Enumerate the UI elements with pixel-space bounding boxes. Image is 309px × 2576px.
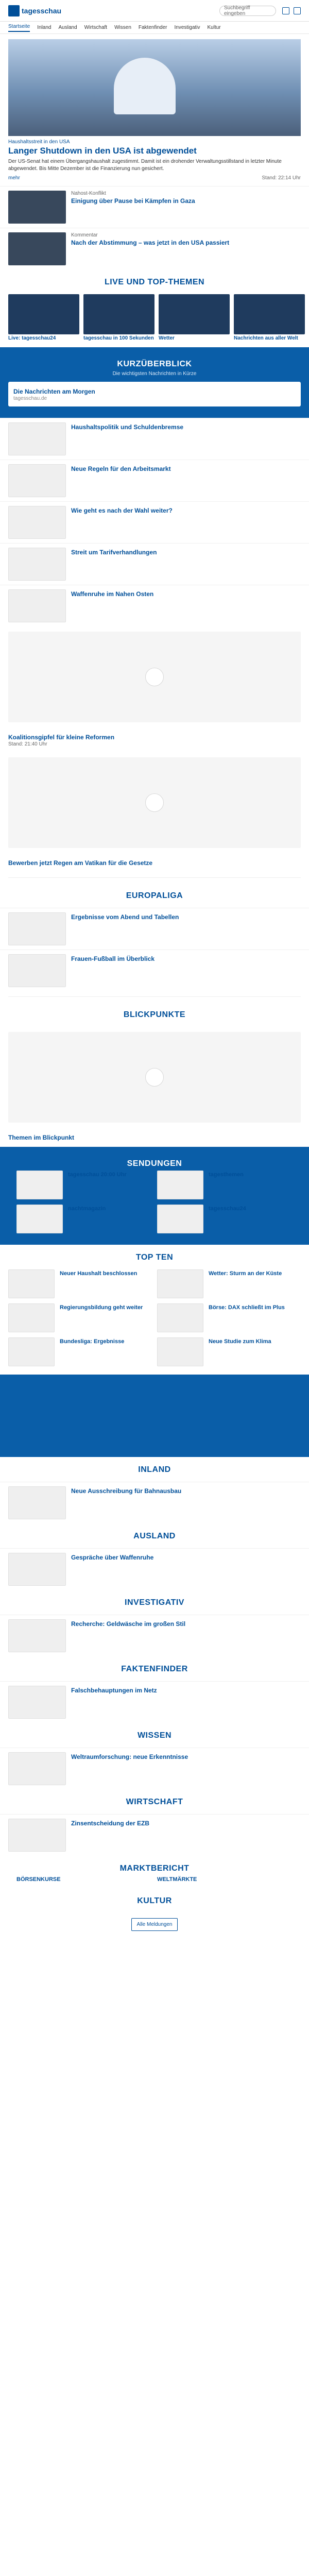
list-item[interactable] [0, 1748, 309, 1789]
kult-meta: Stand: 21:40 Uhr [8, 741, 47, 747]
list-item[interactable] [0, 228, 309, 269]
video-title: Nachrichten aus aller Welt [234, 335, 298, 341]
tab-faktenfinder[interactable]: Faktenfinder [138, 25, 167, 30]
kurzueberblick-band [0, 347, 309, 418]
list-kicker: Kommentar [71, 232, 98, 238]
kult-teaser [0, 727, 309, 752]
thumbnail [8, 1686, 66, 1719]
list-title[interactable]: Recherche: Geldwäsche im großen Stil [71, 1620, 186, 1628]
play-icon[interactable] [145, 1068, 164, 1087]
divider [8, 877, 301, 878]
list-text [71, 1486, 301, 1495]
play-icon[interactable] [145, 668, 164, 686]
section-title: KULTUR [137, 1896, 172, 1906]
thumbnail [8, 1553, 66, 1586]
list-title[interactable]: Zinsentscheidung der EZB [71, 1819, 150, 1827]
video-card[interactable] [234, 294, 305, 342]
bloecke-placeholder[interactable] [8, 1032, 301, 1123]
thumbnail [8, 589, 66, 622]
tab-inland[interactable]: Inland [37, 25, 52, 30]
list-text [71, 232, 301, 247]
markets-left-title[interactable]: BÖRSENKURSE [16, 1876, 61, 1883]
video-carousel [0, 294, 309, 347]
list-text [71, 1819, 301, 1827]
all-news-button[interactable]: Alle Meldungen [131, 1918, 178, 1931]
logo-mark-icon [8, 5, 20, 16]
hero-image[interactable] [8, 39, 301, 136]
thumbnail [8, 912, 66, 945]
list-item[interactable] [0, 186, 309, 228]
topten-item[interactable] [8, 1337, 152, 1366]
thumbnail [157, 1205, 203, 1233]
markets-section [0, 1856, 309, 1889]
topten-title[interactable]: Neuer Haushalt beschlossen [60, 1270, 138, 1277]
section-title: WIRTSCHAFT [126, 1797, 183, 1806]
thumbnail [157, 1303, 203, 1332]
list-item[interactable] [0, 950, 309, 991]
hero-timestamp: Stand: 22:14 Uhr [262, 175, 301, 181]
list-text [71, 912, 301, 921]
video-title: Wetter [159, 335, 175, 341]
section-title: INLAND [138, 1465, 171, 1474]
menu-icon[interactable] [294, 7, 301, 14]
section-investigativ [0, 1590, 309, 1615]
thumbnail [157, 1337, 203, 1366]
thumbnail [8, 1269, 55, 1298]
list-text [71, 1619, 301, 1628]
kult-title[interactable]: Koalitionsgipfel für kleine Reformen [8, 733, 115, 741]
sendung-item[interactable] [16, 1205, 152, 1233]
section-title: FAKTENFINDER [121, 1664, 188, 1673]
thumbnail [157, 1269, 203, 1298]
thumbnail [8, 191, 66, 224]
tab-wirtschaft[interactable]: Wirtschaft [84, 25, 108, 30]
list-text [71, 191, 301, 205]
bloecke-section [0, 1002, 309, 1027]
list-item[interactable] [0, 1615, 309, 1656]
promo-band [0, 1375, 309, 1457]
section-title: KURZÜBERBLICK [117, 359, 192, 368]
bloecke-item [0, 1128, 309, 1147]
hero-meta [8, 175, 301, 181]
thumbnail [8, 1619, 66, 1652]
footer-cta [0, 1913, 309, 1936]
site-header [0, 0, 309, 22]
list-title[interactable]: Neue Regeln für den Arbeitsmarkt [71, 465, 171, 472]
thumbnail [8, 464, 66, 497]
list-text [71, 1553, 301, 1562]
section-title: AUSLAND [133, 1531, 176, 1540]
list-item[interactable] [0, 1814, 309, 1856]
sections-list [0, 1457, 309, 1856]
topten-item[interactable] [8, 1303, 152, 1332]
video-card[interactable] [159, 294, 230, 342]
section-title: TOP TEN [135, 1252, 174, 1262]
tab-startseite[interactable]: Startseite [8, 24, 30, 32]
section-ausland [0, 1523, 309, 1548]
sendung-item[interactable] [16, 1171, 152, 1199]
section-inland [0, 1457, 309, 1482]
list-item[interactable] [0, 1681, 309, 1723]
sendung-item[interactable] [157, 1205, 293, 1233]
list-text [71, 506, 301, 515]
section-title: SENDUNGEN [127, 1159, 182, 1168]
top-list [0, 186, 309, 269]
topten-title[interactable]: Börse: DAX schließt im Plus [209, 1304, 285, 1311]
thumbnail [8, 1819, 66, 1852]
list-text [71, 464, 301, 473]
hero-more-link[interactable]: mehr [8, 175, 20, 181]
thumbnail [16, 1205, 63, 1233]
search-placeholder: Suchbegriff eingeben [224, 5, 250, 16]
topten-item[interactable] [157, 1269, 301, 1298]
list-text [71, 1752, 301, 1761]
markets-right-title[interactable]: WELTMÄRKTE [157, 1876, 197, 1883]
list-title[interactable]: Neue Ausschreibung für Bahnausbau [71, 1487, 182, 1495]
section-title: EUROPALIGA [126, 891, 183, 900]
list-item[interactable] [0, 460, 309, 501]
mid-list [0, 418, 309, 626]
thumbnail [8, 954, 66, 987]
section-subtitle: Die wichtigsten Nachrichten in Kürze [112, 370, 197, 377]
search-input[interactable] [219, 6, 276, 16]
tab-wissen[interactable]: Wissen [114, 25, 131, 30]
bundestag-title[interactable]: Bewerben jetzt Regen am Vatikan für die Gesetze [8, 859, 153, 867]
list-item[interactable] [0, 543, 309, 585]
kultur-section [0, 1888, 309, 1913]
topten-item[interactable] [157, 1337, 301, 1366]
topten-title[interactable]: Wetter: Sturm an der Küste [209, 1270, 282, 1277]
topten-grid [0, 1269, 309, 1366]
topten-item[interactable] [8, 1269, 152, 1298]
topten-section [0, 1245, 309, 1269]
kurzueberblick-card[interactable] [8, 382, 301, 406]
list-title[interactable]: Haushaltspolitik und Schuldenbremse [71, 423, 184, 431]
list-text [71, 589, 301, 598]
live-section [0, 269, 309, 294]
list-title[interactable]: Streit um Tarifverhandlungen [71, 548, 157, 556]
sendung-title[interactable]: tagesschau 20:00 Uhr [68, 1171, 127, 1178]
header-icons [282, 7, 301, 14]
list-title[interactable]: Frauen-Fußball im Überblick [71, 955, 155, 962]
bundestag-teaser [0, 853, 309, 872]
sendungen-band [0, 1147, 309, 1245]
list-title[interactable]: Wie geht es nach der Wahl weiter? [71, 506, 173, 514]
topten-item[interactable] [157, 1303, 301, 1332]
section-title: WISSEN [137, 1731, 172, 1740]
europa-section [0, 883, 309, 908]
tab-kultur[interactable]: Kultur [207, 25, 221, 30]
main-nav [0, 22, 309, 34]
sendung-title[interactable]: nachtmagazin [68, 1205, 106, 1212]
topten-title[interactable]: Bundesliga: Ergebnisse [60, 1338, 125, 1345]
video-player-placeholder[interactable] [8, 632, 301, 722]
list-title[interactable]: Ergebnisse vom Abend und Tabellen [71, 913, 179, 921]
markets-left[interactable] [16, 1875, 152, 1884]
hero-lead: Der US-Senat hat einem Übergangshaushalt zugestimmt. Damit ist ein drohender Verwaltungsstillstand in letzter Minute abgewendet. Bis Mitte Dezember ist die Finanzierung nun gesichert. [8, 159, 282, 172]
section-title: LIVE UND TOP-THEMEN [104, 278, 205, 286]
list-item[interactable] [0, 501, 309, 543]
thumbnail [8, 1303, 55, 1332]
tab-investigativ[interactable]: Investigativ [174, 25, 200, 30]
markets-right[interactable] [157, 1875, 293, 1884]
video-thumbnail [83, 294, 154, 334]
video-thumbnail [159, 294, 230, 334]
video-player-placeholder[interactable] [8, 757, 301, 848]
card-title[interactable]: Die Nachrichten am Morgen [13, 387, 95, 395]
markets-grid [8, 1875, 301, 1884]
hero-kicker: Haushaltsstreit in den USA [8, 139, 70, 145]
video-title: tagesschau in 100 Sekunden [83, 335, 154, 341]
bloecke-title[interactable]: Themen im Blickpunkt [8, 1133, 75, 1141]
video-card[interactable] [8, 294, 79, 342]
thumbnail [8, 232, 66, 265]
thumbnail [8, 506, 66, 539]
card-meta: tagesschau.de [13, 395, 47, 401]
list-item[interactable] [0, 418, 309, 460]
list-title[interactable]: Nach der Abstimmung – was jetzt in den USA passiert [71, 239, 230, 246]
thumbnail [157, 1171, 203, 1199]
thumbnail [16, 1171, 63, 1199]
list-text [71, 548, 301, 556]
list-item[interactable] [0, 585, 309, 626]
thumbnail [8, 1486, 66, 1519]
list-title[interactable]: Weltraumforschung: neue Erkenntnisse [71, 1753, 188, 1760]
hero-section [0, 34, 309, 186]
sendungen-grid [8, 1171, 301, 1233]
list-title[interactable]: Waffenruhe im Nahen Osten [71, 590, 154, 598]
list-item[interactable] [0, 1482, 309, 1523]
list-text [71, 422, 301, 431]
video-card[interactable] [83, 294, 154, 342]
list-title[interactable]: Gespräche über Waffenruhe [71, 1553, 154, 1561]
video-thumbnail [8, 294, 79, 334]
section-title: MARKTBERICHT [119, 1863, 190, 1873]
list-title[interactable]: Falschbehauptungen im Netz [71, 1686, 157, 1694]
list-title[interactable]: Einigung über Pause bei Kämpfen in Gaza [71, 197, 195, 205]
brand-name: tagesschau [22, 6, 62, 15]
section-wirtschaft [0, 1789, 309, 1814]
account-icon[interactable] [282, 7, 289, 14]
list-kicker: Nahost-Konflikt [71, 191, 106, 196]
brand-logo[interactable] [8, 5, 61, 16]
section-title: BLICKPUNKTE [123, 1010, 186, 1019]
section-faktenfinder [0, 1656, 309, 1681]
video-title: Live: tagesschau24 [8, 335, 56, 341]
tab-ausland[interactable]: Ausland [58, 25, 77, 30]
capitol-graphic [114, 58, 176, 114]
divider [8, 996, 301, 997]
list-text [71, 1686, 301, 1694]
play-icon[interactable] [145, 793, 164, 812]
section-title: INVESTIGATIV [125, 1598, 184, 1607]
thumbnail [8, 1752, 66, 1785]
list-item[interactable] [0, 908, 309, 950]
sendung-item[interactable] [157, 1171, 293, 1199]
topten-title[interactable]: Regierungsbildung geht weiter [60, 1304, 143, 1311]
thumbnail [8, 1337, 55, 1366]
topten-title[interactable]: Neue Studie zum Klima [209, 1338, 271, 1345]
thumbnail [8, 548, 66, 581]
sendung-title[interactable]: tagesthemen [209, 1171, 244, 1178]
hero-title[interactable]: Langer Shutdown in den USA ist abgewendet [8, 146, 197, 156]
list-text [71, 954, 301, 963]
video-thumbnail [234, 294, 305, 334]
section-wissen [0, 1723, 309, 1748]
thumbnail [8, 422, 66, 455]
sendung-title[interactable]: tagesschau24 [209, 1205, 246, 1212]
list-item[interactable] [0, 1548, 309, 1590]
